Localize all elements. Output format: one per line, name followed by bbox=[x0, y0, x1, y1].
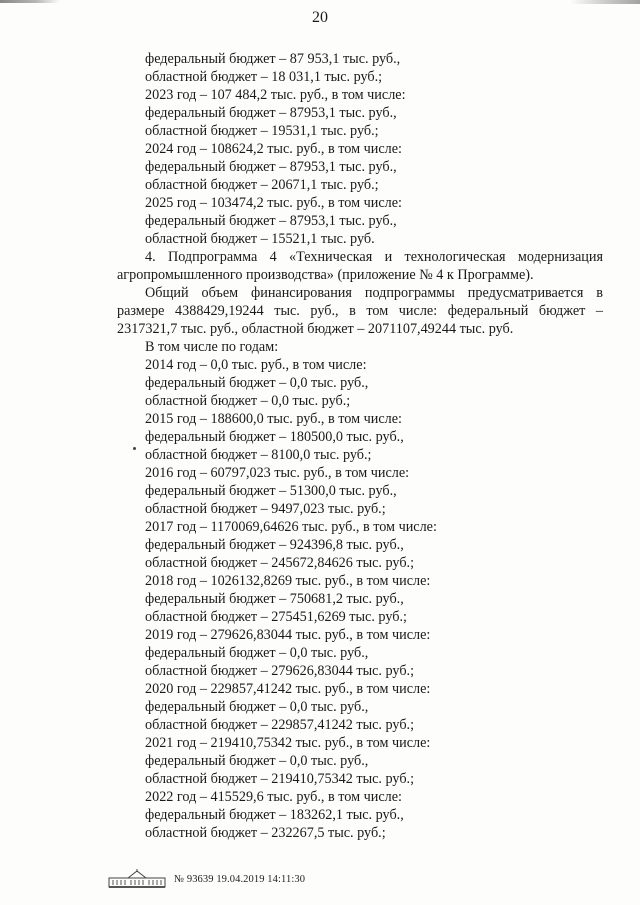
building-emblem-icon bbox=[108, 869, 166, 889]
funding-line: 2317321,7 тыс. руб., областной бюджет – 2071107,49244 тыс. руб. bbox=[117, 321, 514, 337]
year-line: федеральный бюджет – 0,0 тыс. руб., bbox=[145, 645, 369, 661]
text-line: 2023 год – 107 484,2 тыс. руб., в том числе: bbox=[145, 87, 406, 103]
year-line: областной бюджет – 9497,023 тыс. руб.; bbox=[145, 501, 386, 517]
year-line: областной бюджет – 279626,83044 тыс. руб.; bbox=[145, 663, 415, 679]
text-line: областной бюджет – 19531,1 тыс. руб.; bbox=[145, 123, 379, 139]
year-line: областной бюджет – 0,0 тыс. руб.; bbox=[145, 393, 351, 409]
scan-artifact bbox=[0, 0, 60, 3]
year-line: областной бюджет – 232267,5 тыс. руб.; bbox=[145, 825, 386, 841]
year-line: федеральный бюджет – 0,0 тыс. руб., bbox=[145, 699, 369, 715]
funding-line: Общий объем финансирования подпрограммы предусматривается в bbox=[145, 285, 603, 301]
year-line: федеральный бюджет – 51300,0 тыс. руб., bbox=[145, 483, 397, 499]
text-line: областной бюджет – 18 031,1 тыс. руб.; bbox=[145, 69, 383, 85]
year-line: 2022 год – 415529,6 тыс. руб., в том числе: bbox=[145, 789, 402, 805]
text-line: 2025 год – 103474,2 тыс. руб., в том числе: bbox=[145, 195, 402, 211]
page-number: 20 bbox=[312, 9, 328, 26]
funding-line: размере 4388429,19244 тыс. руб., в том числе: федеральный бюджет – bbox=[117, 303, 603, 319]
year-line: 2019 год – 279626,83044 тыс. руб., в том числе: bbox=[145, 627, 431, 643]
year-line: федеральный бюджет – 0,0 тыс. руб., bbox=[145, 375, 369, 391]
text-line: федеральный бюджет – 87953,1 тыс. руб., bbox=[145, 159, 397, 175]
year-line: областной бюджет – 229857,41242 тыс. руб.; bbox=[145, 717, 415, 733]
text-line: областной бюджет – 20671,1 тыс. руб.; bbox=[145, 177, 379, 193]
year-line: федеральный бюджет – 750681,2 тыс. руб., bbox=[145, 591, 404, 607]
year-line: 2021 год – 219410,75342 тыс. руб., в том числе: bbox=[145, 735, 431, 751]
year-line: 2018 год – 1026132,8269 тыс. руб., в том числе: bbox=[145, 573, 431, 589]
scan-speck bbox=[133, 447, 136, 450]
year-line: 2014 год – 0,0 тыс. руб., в том числе: bbox=[145, 357, 367, 373]
year-line: 2017 год – 1170069,64626 тыс. руб., в том числе: bbox=[145, 519, 437, 535]
scan-artifact bbox=[570, 0, 640, 4]
year-line: федеральный бюджет – 183262,1 тыс. руб., bbox=[145, 807, 404, 823]
text-line: федеральный бюджет – 87953,1 тыс. руб., bbox=[145, 105, 397, 121]
subprogram-title-line: 4. Подпрограмма 4 «Техническая и технологическая модернизация bbox=[145, 249, 603, 265]
subprogram-title-line: агропромышленного производства» (приложение № 4 к Программе). bbox=[117, 267, 534, 283]
year-line: областной бюджет – 8100,0 тыс. руб.; bbox=[145, 447, 372, 463]
registration-stamp-text: № 93639 19.04.2019 14:11:30 bbox=[174, 873, 306, 885]
year-line: федеральный бюджет – 924396,8 тыс. руб., bbox=[145, 537, 404, 553]
footer-stamp bbox=[108, 868, 305, 890]
text-line: 2024 год – 108624,2 тыс. руб., в том числе: bbox=[145, 141, 402, 157]
by-years-heading: В том числе по годам: bbox=[145, 339, 279, 355]
text-line: федеральный бюджет – 87953,1 тыс. руб., bbox=[145, 213, 397, 229]
year-line: федеральный бюджет – 0,0 тыс. руб., bbox=[145, 753, 369, 769]
text-line: федеральный бюджет – 87 953,1 тыс. руб., bbox=[145, 51, 401, 67]
year-line: областной бюджет – 219410,75342 тыс. руб.; bbox=[145, 771, 415, 787]
text-line: областной бюджет – 15521,1 тыс. руб. bbox=[145, 231, 375, 247]
year-line: федеральный бюджет – 180500,0 тыс. руб., bbox=[145, 429, 404, 445]
year-line: 2020 год – 229857,41242 тыс. руб., в том числе: bbox=[145, 681, 431, 697]
year-line: областной бюджет – 245672,84626 тыс. руб.; bbox=[145, 555, 415, 571]
year-line: областной бюджет – 275451,6269 тыс. руб.; bbox=[145, 609, 407, 625]
year-line: 2015 год – 188600,0 тыс. руб., в том числе: bbox=[145, 411, 402, 427]
year-line: 2016 год – 60797,023 тыс. руб., в том числе: bbox=[145, 465, 410, 481]
